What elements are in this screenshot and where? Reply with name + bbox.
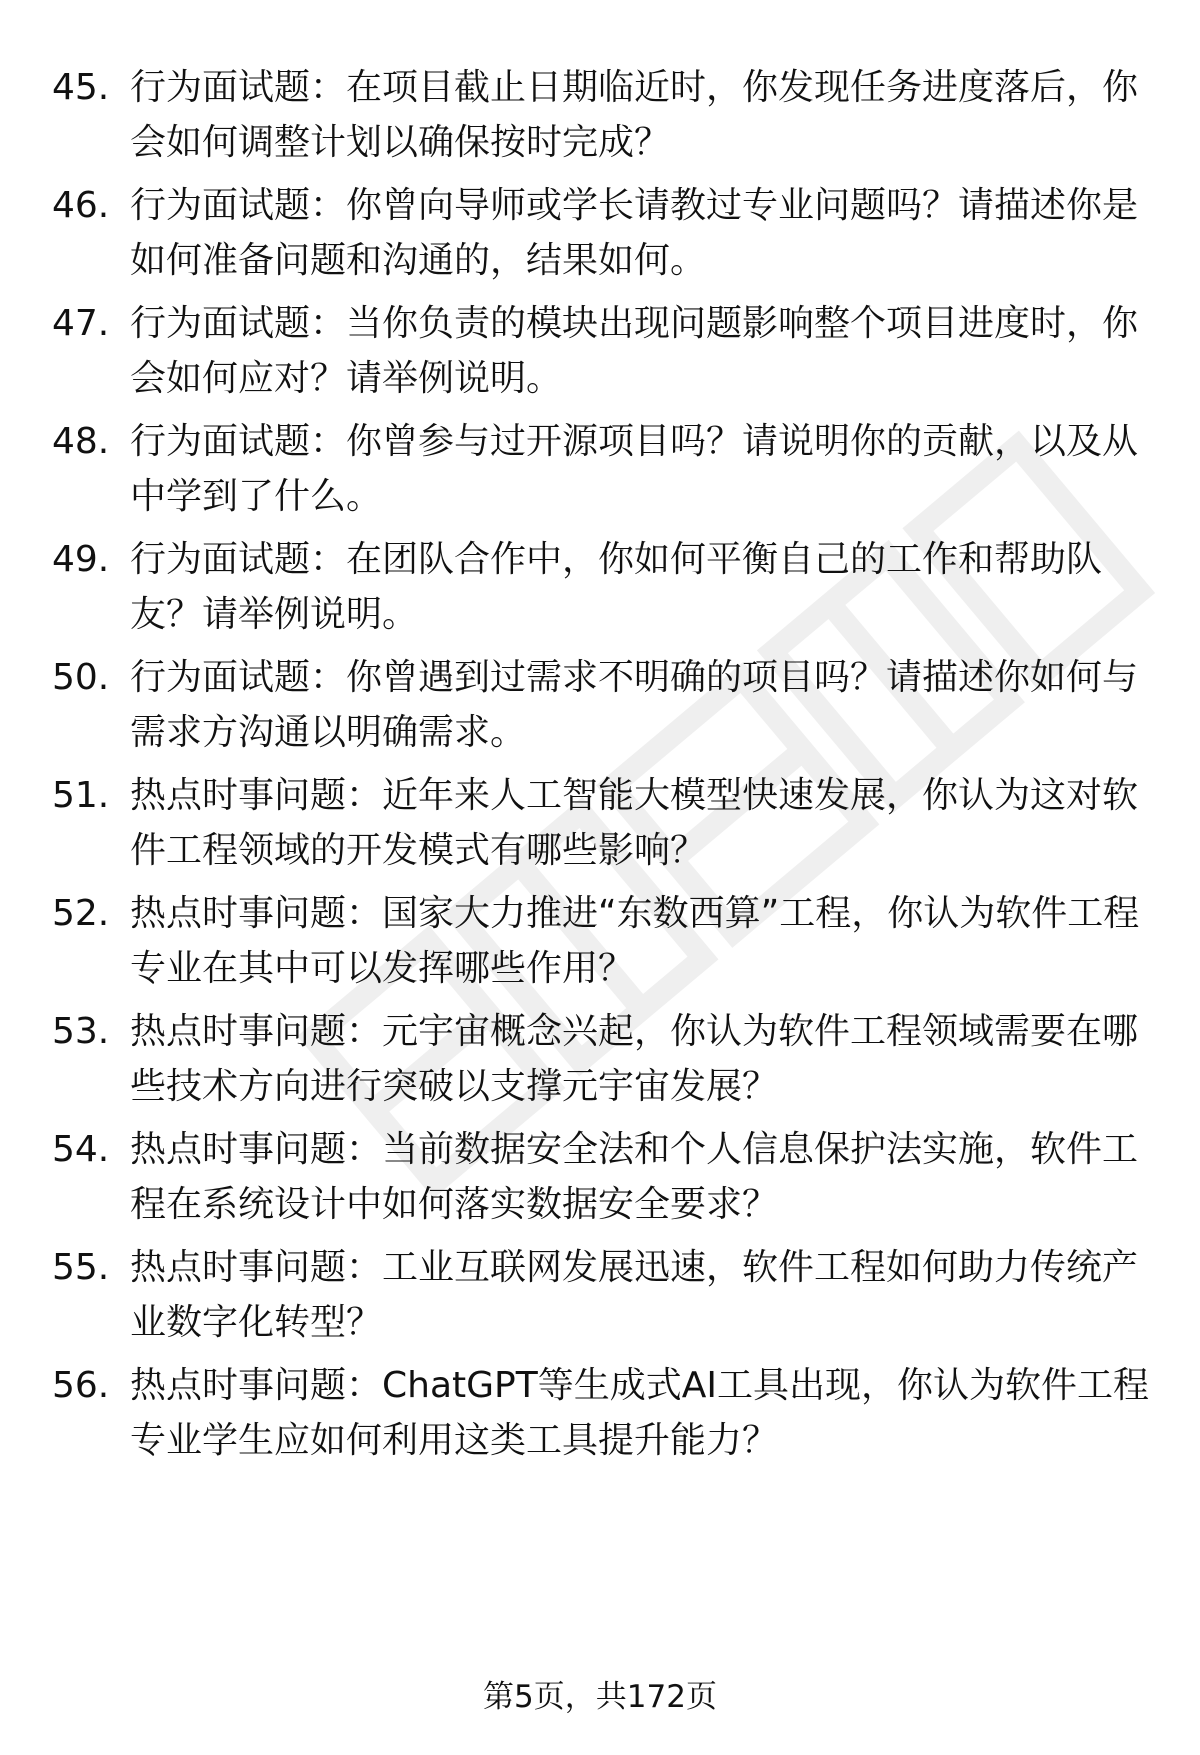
page-footer: 第5页，共172页 bbox=[483, 1679, 717, 1715]
question-number: 50. bbox=[52, 657, 110, 698]
question-number: 53. bbox=[52, 1011, 110, 1052]
question-number: 46. bbox=[52, 185, 110, 226]
question-text: 热点时事问题：ChatGPT等生成式AI工具出现，你认为软件工程专业学生应如何利用这类工具提升能力？ bbox=[130, 1365, 1149, 1461]
question-number: 48. bbox=[52, 421, 110, 462]
question-text: 行为面试题：你曾遇到过需求不明确的项目吗？请描述你如何与需求方沟通以明确需求。 bbox=[130, 657, 1139, 753]
question-number: 56. bbox=[52, 1365, 110, 1406]
question-text: 热点时事问题：元宇宙概念兴起，你认为软件工程领域需要在哪些技术方向进行突破以支撑元宇宙发展？ bbox=[130, 1011, 1139, 1107]
question-number: 51. bbox=[52, 775, 110, 816]
question-text: 行为面试题：在团队合作中，你如何平衡自己的工作和帮助队友？请举例说明。 bbox=[130, 539, 1103, 635]
question-number: 45. bbox=[52, 67, 110, 108]
question-number: 54. bbox=[52, 1129, 110, 1170]
question-text: 热点时事问题：国家大力推进“东数西算”工程，你认为软件工程专业在其中可以发挥哪些作用？ bbox=[130, 893, 1140, 989]
question-number: 47. bbox=[52, 303, 110, 344]
question-number: 49. bbox=[52, 539, 110, 580]
question-text: 热点时事问题：工业互联网发展迅速，软件工程如何助力传统产业数字化转型？ bbox=[130, 1247, 1139, 1343]
question-text: 行为面试题：你曾向导师或学长请教过专业问题吗？请描述你是如何准备问题和沟通的，结果如何。 bbox=[130, 185, 1139, 281]
question-number: 55. bbox=[52, 1247, 110, 1288]
question-text: 行为面试题：你曾参与过开源项目吗？请说明你的贡献，以及从中学到了什么。 bbox=[130, 421, 1139, 517]
question-text: 热点时事问题：当前数据安全法和个人信息保护法实施，软件工程在系统设计中如何落实数据安全要求？ bbox=[130, 1129, 1139, 1225]
question-text: 热点时事问题：近年来人工智能大模型快速发展，你认为这对软件工程领域的开发模式有哪些影响？ bbox=[130, 775, 1139, 871]
question-text: 行为面试题：在项目截止日期临近时，你发现任务进度落后，你会如何调整计划以确保按时完成？ bbox=[130, 67, 1139, 163]
question-number: 52. bbox=[52, 893, 110, 934]
question-text: 行为面试题：当你负责的模块出现问题影响整个项目进度时，你会如何应对？请举例说明。 bbox=[130, 303, 1139, 399]
